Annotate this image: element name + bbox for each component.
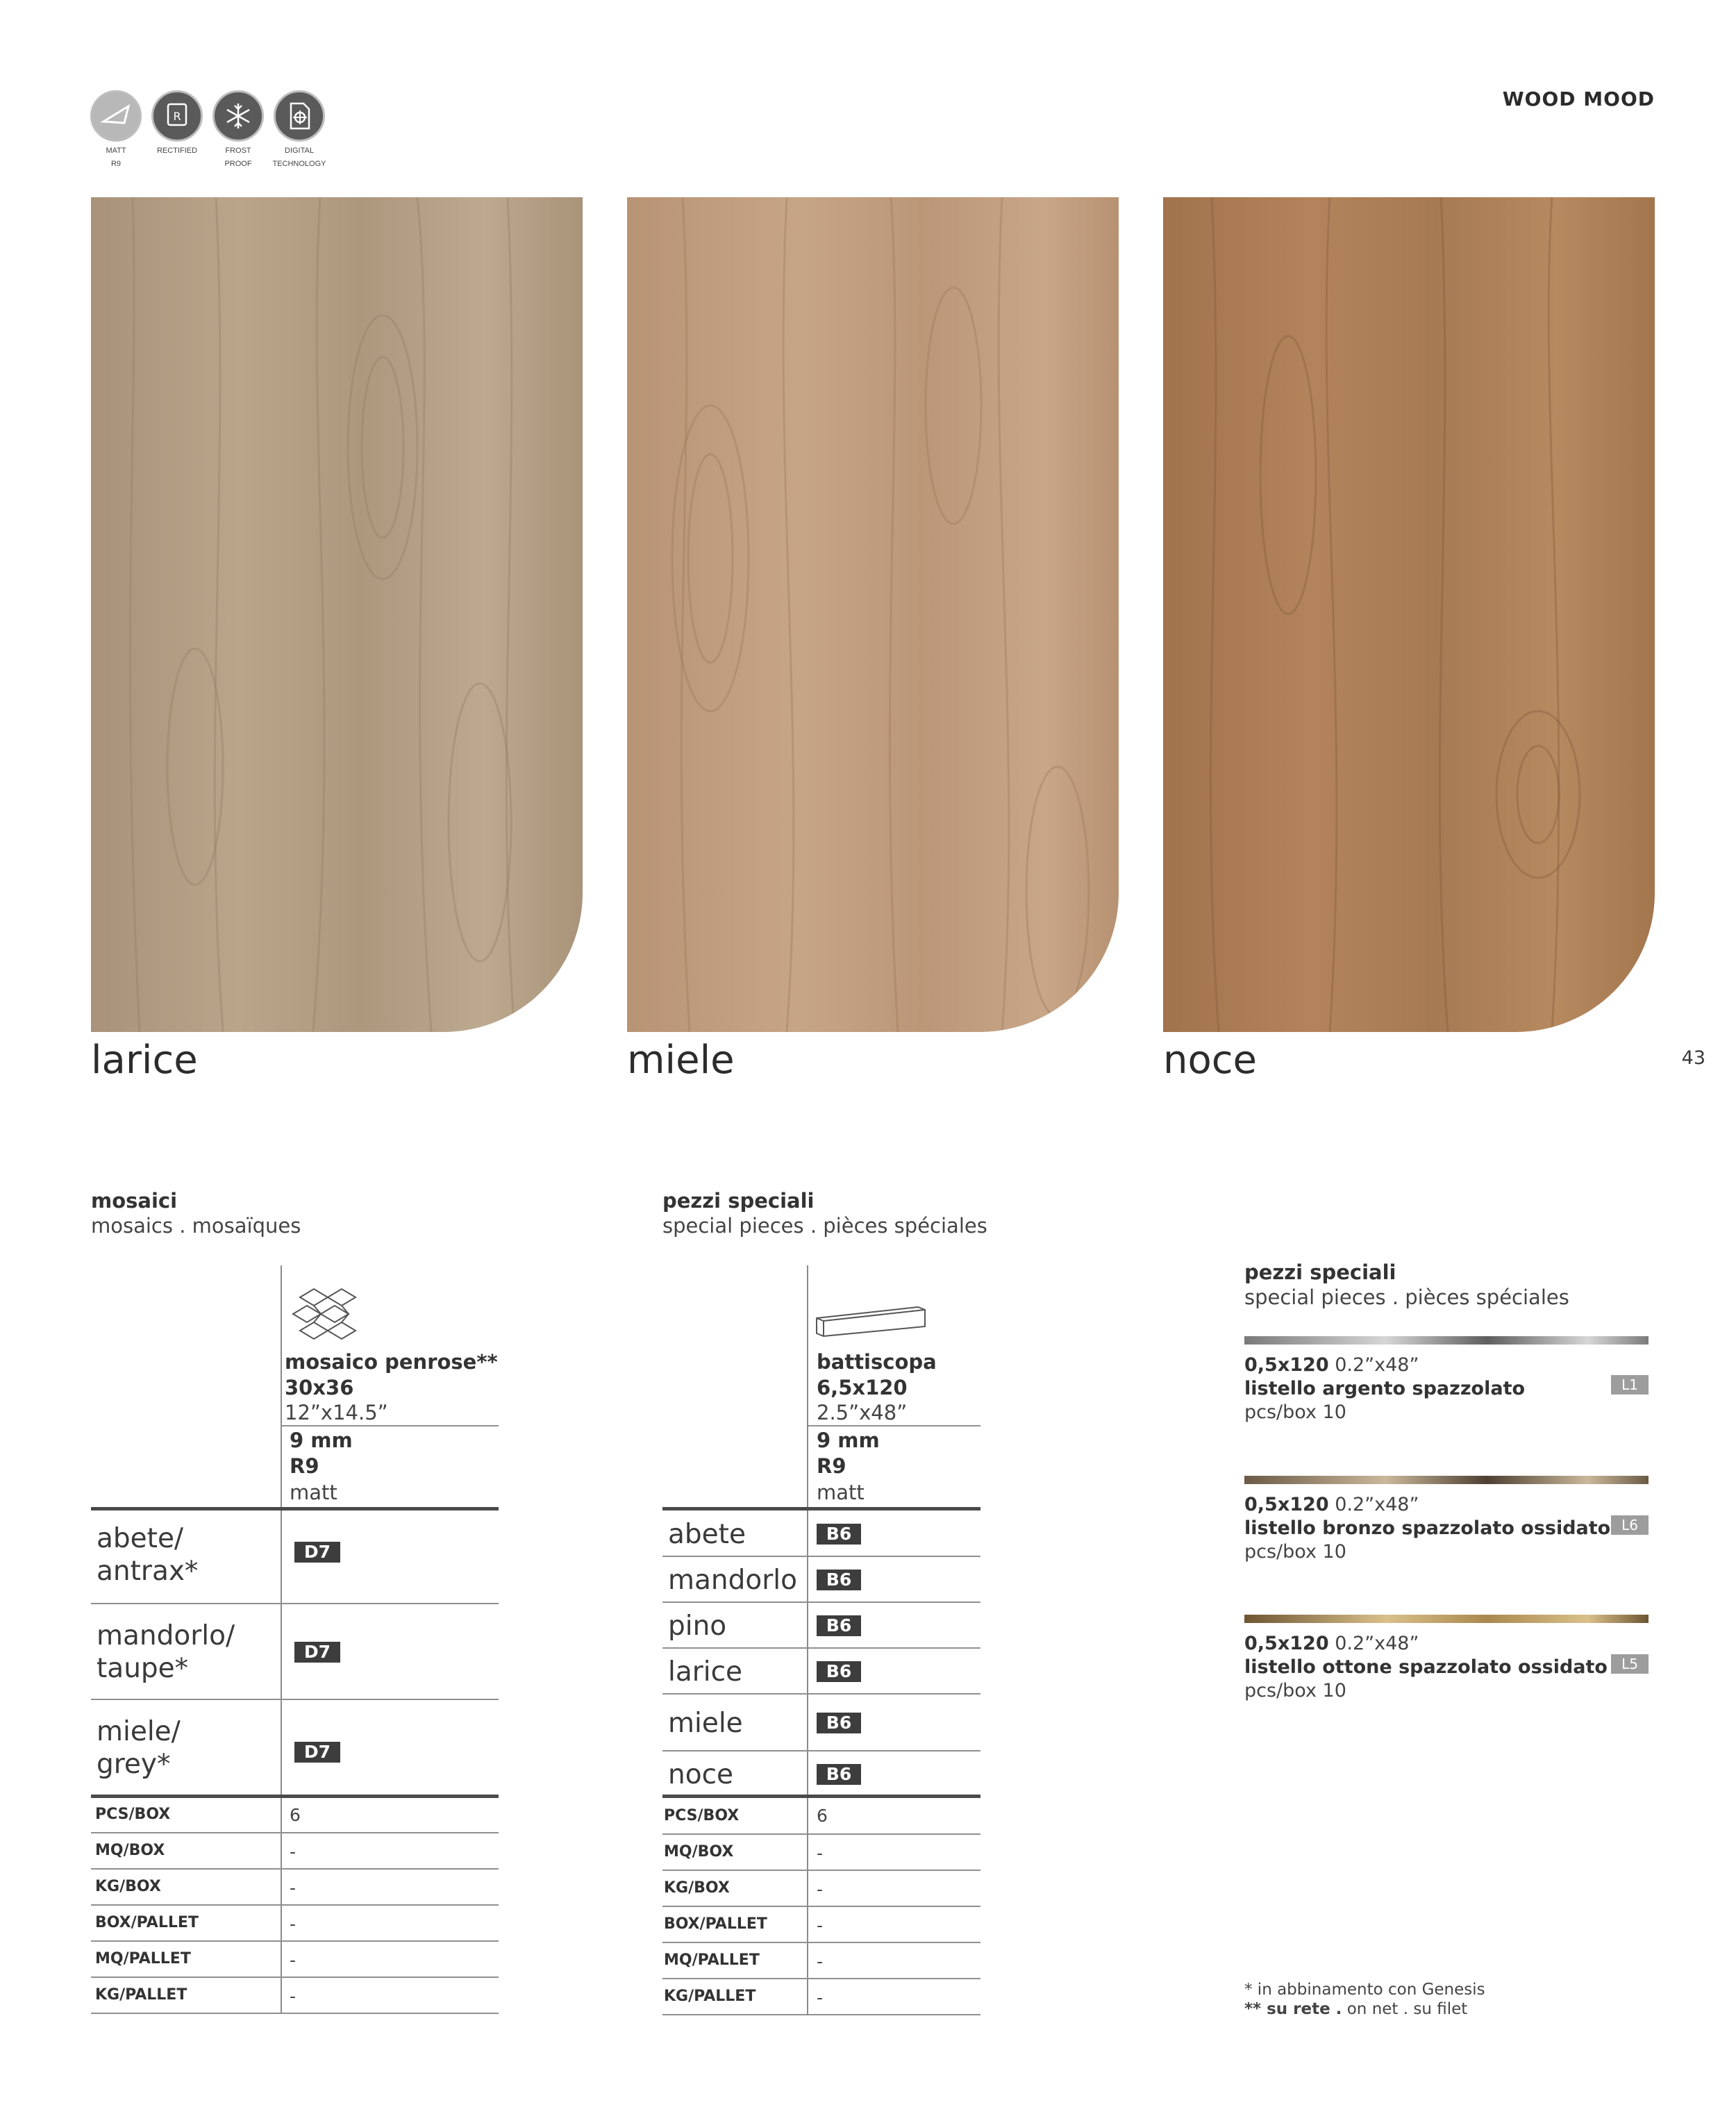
mosaic-pack-label: PCS/BOX bbox=[95, 1806, 171, 1823]
penrose-mosaic-icon bbox=[286, 1283, 362, 1345]
code-badge: B6 bbox=[817, 1764, 861, 1785]
listello-size: 0,5x120 0.2”x48” bbox=[1244, 1494, 1419, 1515]
swatch-miele bbox=[627, 197, 1119, 1032]
skirting-pack-label: MQ/BOX bbox=[664, 1843, 734, 1861]
listello-code: L6 bbox=[1611, 1515, 1649, 1535]
mosaic-thickness: 9 mm bbox=[290, 1429, 353, 1452]
listello-code: L1 bbox=[1611, 1375, 1649, 1395]
code-badge: B6 bbox=[817, 1570, 861, 1590]
skirting-pack-value: - bbox=[817, 1988, 824, 2008]
skirting-row-abete: abete bbox=[668, 1519, 746, 1550]
mosaics-column-divider bbox=[281, 1265, 282, 2014]
listelli-title: pezzi speciali bbox=[1244, 1260, 1396, 1284]
skirting-product-size: 6,5x120 bbox=[817, 1376, 908, 1399]
listello-strip-argento bbox=[1244, 1336, 1649, 1345]
swatch-larice bbox=[91, 197, 583, 1032]
mosaic-product-name: mosaico penrose** bbox=[285, 1350, 498, 1374]
listello-code: L5 bbox=[1611, 1654, 1649, 1674]
skirting-pack-label: MQ/PALLET bbox=[664, 1951, 760, 1969]
listello-strip-bronzo bbox=[1244, 1476, 1649, 1484]
skirting-row-mandorlo: mandorlo bbox=[668, 1565, 797, 1596]
mosaic-pack-label: KG/BOX bbox=[95, 1878, 161, 1895]
mosaic-pack-value: - bbox=[290, 1914, 297, 1934]
mosaic-pack-value: 6 bbox=[290, 1805, 301, 1825]
mosaic-pack-value: - bbox=[290, 1950, 297, 1970]
collection-title: WOOD MOOD bbox=[1502, 88, 1655, 110]
mosaics-subtitle: mosaics . mosaïques bbox=[91, 1214, 301, 1238]
page-number: 43 bbox=[1681, 1047, 1705, 1069]
code-badge: B6 bbox=[817, 1661, 861, 1682]
skirting-pack-value: - bbox=[817, 1879, 824, 1899]
mosaic-pack-label: MQ/BOX bbox=[95, 1842, 165, 1859]
skirting-row-larice: larice bbox=[668, 1656, 743, 1688]
code-badge: B6 bbox=[817, 1615, 861, 1636]
skirting-row-miele: miele bbox=[668, 1708, 743, 1739]
listelli-subtitle: special pieces . pièces spéciales bbox=[1244, 1285, 1569, 1309]
mosaic-pack-label: BOX/PALLET bbox=[95, 1914, 199, 1931]
mosaic-row-mandorlo: mandorlo/ taupe* bbox=[97, 1620, 235, 1684]
skirting-pack-label: KG/PALLET bbox=[664, 1988, 756, 2005]
listello-pcs: pcs/box 10 bbox=[1244, 1401, 1346, 1423]
listello-size: 0,5x120 0.2”x48” bbox=[1244, 1354, 1419, 1376]
skirting-row-pino: pino bbox=[668, 1611, 727, 1642]
mosaic-pack-value: - bbox=[290, 1842, 297, 1862]
skirting-pack-value: - bbox=[817, 1915, 824, 1936]
svg-text:R: R bbox=[173, 110, 181, 123]
mosaic-pack-value: - bbox=[290, 1986, 297, 2006]
code-badge: B6 bbox=[817, 1524, 861, 1545]
skirting-finish: matt bbox=[817, 1481, 865, 1504]
code-badge: D7 bbox=[294, 1642, 340, 1663]
skirting-slip-rating: R9 bbox=[817, 1454, 846, 1478]
footnote-net: ** su rete . on net . su filet bbox=[1244, 2000, 1468, 2018]
skirting-pack-value: 6 bbox=[817, 1806, 828, 1826]
skirting-product-name: battiscopa bbox=[817, 1350, 937, 1374]
skirting-pack-label: KG/BOX bbox=[664, 1879, 730, 1897]
listello-name: listello argento spazzolato bbox=[1244, 1378, 1526, 1399]
digital-technology-icon bbox=[274, 90, 325, 142]
code-badge: B6 bbox=[817, 1713, 861, 1733]
listello-size: 0,5x120 0.2”x48” bbox=[1244, 1633, 1419, 1654]
special-pieces-column-divider bbox=[807, 1265, 808, 2015]
special-pieces-title: pezzi speciali bbox=[662, 1189, 815, 1213]
mosaic-pack-label: MQ/PALLET bbox=[95, 1950, 191, 1967]
skirting-icon bbox=[814, 1303, 930, 1338]
mosaic-finish: matt bbox=[290, 1481, 337, 1504]
footnote-genesis: * in abbinamento con Genesis bbox=[1244, 1981, 1485, 1999]
skirting-pack-label: BOX/PALLET bbox=[664, 1915, 767, 1933]
listello-pcs: pcs/box 10 bbox=[1244, 1680, 1346, 1701]
mosaic-pack-label: KG/PALLET bbox=[95, 1986, 187, 2004]
mosaic-product-size-inch: 12”x14.5” bbox=[285, 1401, 388, 1424]
listello-pcs: pcs/box 10 bbox=[1244, 1541, 1346, 1563]
listello-name: listello ottone spazzolato ossidato bbox=[1244, 1656, 1608, 1678]
mosaic-pack-value: - bbox=[290, 1878, 297, 1898]
swatch-name-noce: noce bbox=[1163, 1038, 1257, 1083]
skirting-pack-value: - bbox=[817, 1843, 824, 1863]
frost-proof-icon bbox=[212, 90, 264, 142]
swatch-name-miele: miele bbox=[627, 1038, 735, 1083]
mosaic-row-abete: abete/ antrax* bbox=[97, 1523, 199, 1587]
listello-name: listello bronzo spazzolato ossidato bbox=[1244, 1517, 1611, 1539]
mosaics-title: mosaici bbox=[91, 1189, 178, 1213]
listello-strip-ottone bbox=[1244, 1615, 1649, 1623]
mosaic-slip-rating: R9 bbox=[290, 1454, 319, 1478]
skirting-product-size-inch: 2.5”x48” bbox=[817, 1401, 908, 1424]
skirting-pack-value: - bbox=[817, 1951, 824, 1972]
rectified-icon bbox=[151, 90, 203, 142]
special-pieces-subtitle: special pieces . pièces spéciales bbox=[662, 1214, 987, 1238]
skirting-pack-label: PCS/BOX bbox=[664, 1807, 740, 1824]
code-badge: D7 bbox=[294, 1542, 340, 1563]
swatch-noce bbox=[1163, 197, 1655, 1032]
mosaic-product-size: 30x36 bbox=[285, 1376, 354, 1399]
matt-r9-icon bbox=[90, 90, 142, 142]
skirting-thickness: 9 mm bbox=[817, 1429, 880, 1452]
skirting-row-noce: noce bbox=[668, 1759, 734, 1790]
swatch-name-larice: larice bbox=[91, 1038, 198, 1083]
mosaic-row-miele: miele/ grey* bbox=[97, 1716, 181, 1780]
code-badge: D7 bbox=[294, 1742, 340, 1763]
